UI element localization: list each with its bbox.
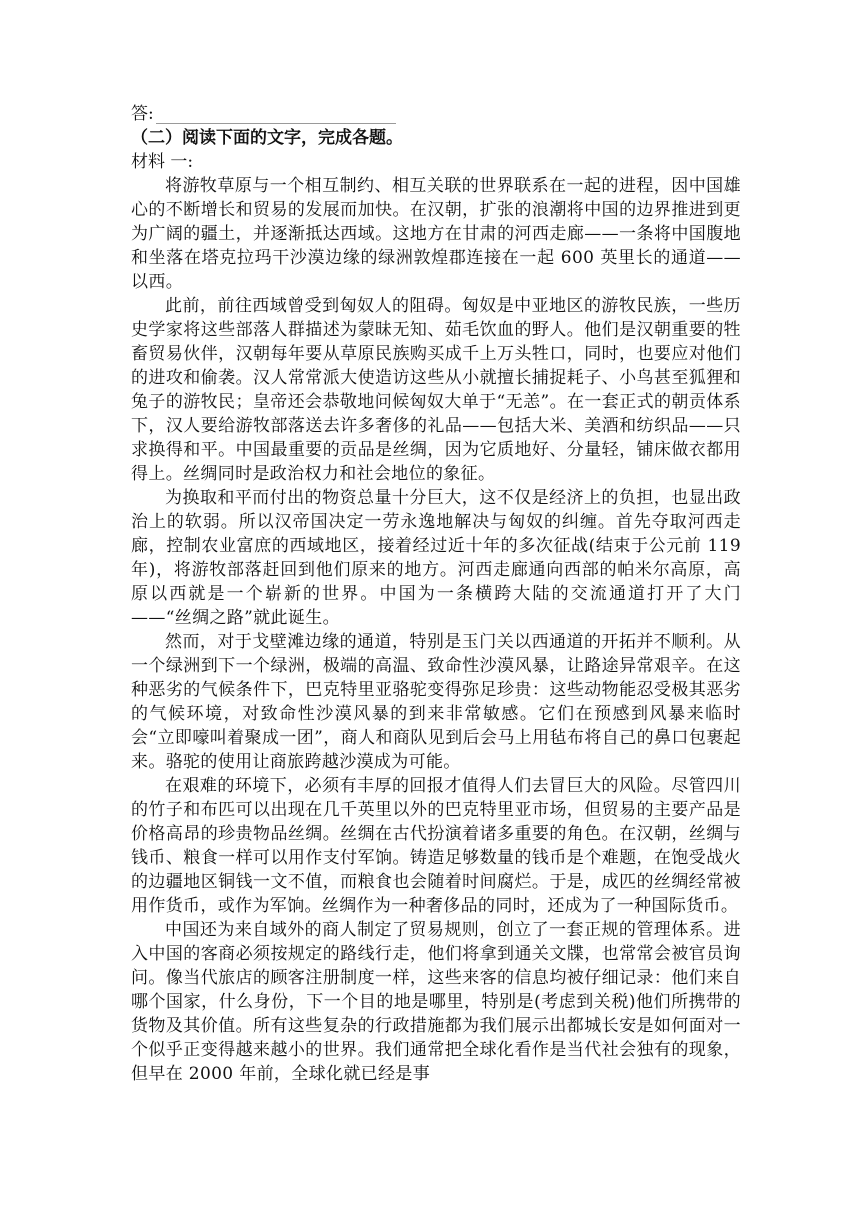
paragraph-1: 将游牧草原与一个相互制约、相互关联的世界联系在一起的进程，因中国雄心的不断增长和贸易的发展而加快。在汉朝，扩张的浪潮将中国的边界推进到更为广阔的疆土，并逐渐抵达西域。这地方在甘肃的河西走廊——一条将中国腹地和坐落在塔克拉玛干沙漠边缘的绿洲敦煌郡连接在一起 600 英里长的通道——以西。 [131, 176, 741, 292]
paragraph-5: 在艰难的环境下，必须有丰厚的回报才值得人们去冒巨大的风险。尽管四川的竹子和布匹可以出现在几千英里以外的巴克特里亚市场，但贸易的主要产品是价格高昂的珍贵物品丝绸。丝绸在古代扮演着诸多重要的角色。在汉朝，丝绸与钱币、粮食一样可以用作支付军饷。铸造足够数量的钱币是个难题，在饱受战火的边疆地区铜钱一文不值，而粮食也会随着时间腐烂。于是，成匹的丝绸经常被用作货币，或作为军饷。丝绸作为一种奢侈品的同时，还成为了一种国际货币。 [131, 776, 741, 916]
paragraph-4: 然而，对于戈壁滩边缘的通道，特别是玉门关以西通道的开拓并不顺利。从一个绿洲到下一个绿洲，极端的高温、致命性沙漠风暴，让路途异常艰辛。在这种恶劣的气候条件下，巴克特里亚骆驼变得弥足珍贵：这些动物能忍受极其恶劣的气候环境，对致命性沙漠风暴的到来非常敏感。它们在预感到风暴来临时会“立即嚎叫着聚成一团”，商人和商队见到后会马上用毡布将自己的鼻口包裹起来。骆驼的使用让商旅跨越沙漠成为可能。 [131, 632, 741, 772]
material-label: 材料 一: [131, 152, 194, 172]
document-page [131, 102, 741, 1086]
paragraph-3: 为换取和平而付出的物资总量十分巨大，这不仅是经济上的负担，也显出政治上的软弱。所以汉帝国决定一劳永逸地解决与匈奴的纠缠。首先夺取河西走廊，控制农业富庶的西域地区，接着经过近十年的多次征战(结束于公元前 119 年)，将游牧部落赶回到他们原来的地方。河西走廊通向西部的帕米尔高原，高原以西就是一个崭新的世界。中国为一条横跨大陆的交流通道打开了大门——“丝绸之路”就此诞生。 [131, 488, 741, 628]
answer-blank-line[interactable] [156, 109, 396, 124]
section-heading: （二）阅读下面的文字，完成各题。 [131, 128, 403, 148]
paragraph-6: 中国还为来自域外的商人制定了贸易规则，创立了一套正规的管理体系。进入中国的客商必须按规定的路线行走，他们将拿到通关文牒，也常常会被官员询问。像当代旅店的顾客注册制度一样，这些来客的信息均被仔细记录：他们来自哪个国家，什么身份，下一个目的地是哪里，特别是(考虑到关税)他们所携带的货物及其价值。所有这些复杂的行政措施都为我们展示出都城长安是如何面对一个似乎正变得越来越小的世界。我们通常把全球化看作是当代社会独有的现象，但早在 2000 年前，全球化就已经是事 [131, 920, 741, 1084]
paragraph-2: 此前，前往西域曾受到匈奴人的阻碍。匈奴是中亚地区的游牧民族，一些历史学家将这些部落人群描述为蒙昧无知、茹毛饮血的野人。他们是汉朝重要的牲畜贸易伙伴，汉朝每年要从草原民族购买成千上万头牲口，同时，也要应对他们的进攻和偷袭。汉人常常派大使造访这些从小就擅长捕捉耗子、小鸟甚至狐狸和兔子的游牧民；皇帝还会恭敬地问候匈奴大单于“无恙”。在一套正式的朝贡体系下，汉人要给游牧部落送去许多奢侈的礼品——包括大米、美酒和纺织品——只求换得和平。中国最重要的贡品是丝绸，因为它质地好、分量轻，铺床做衣都用得上。丝绸同时是政治权力和社会地位的象征。 [131, 296, 741, 484]
answer-label: 答: [131, 104, 154, 124]
answer-row [131, 102, 741, 124]
